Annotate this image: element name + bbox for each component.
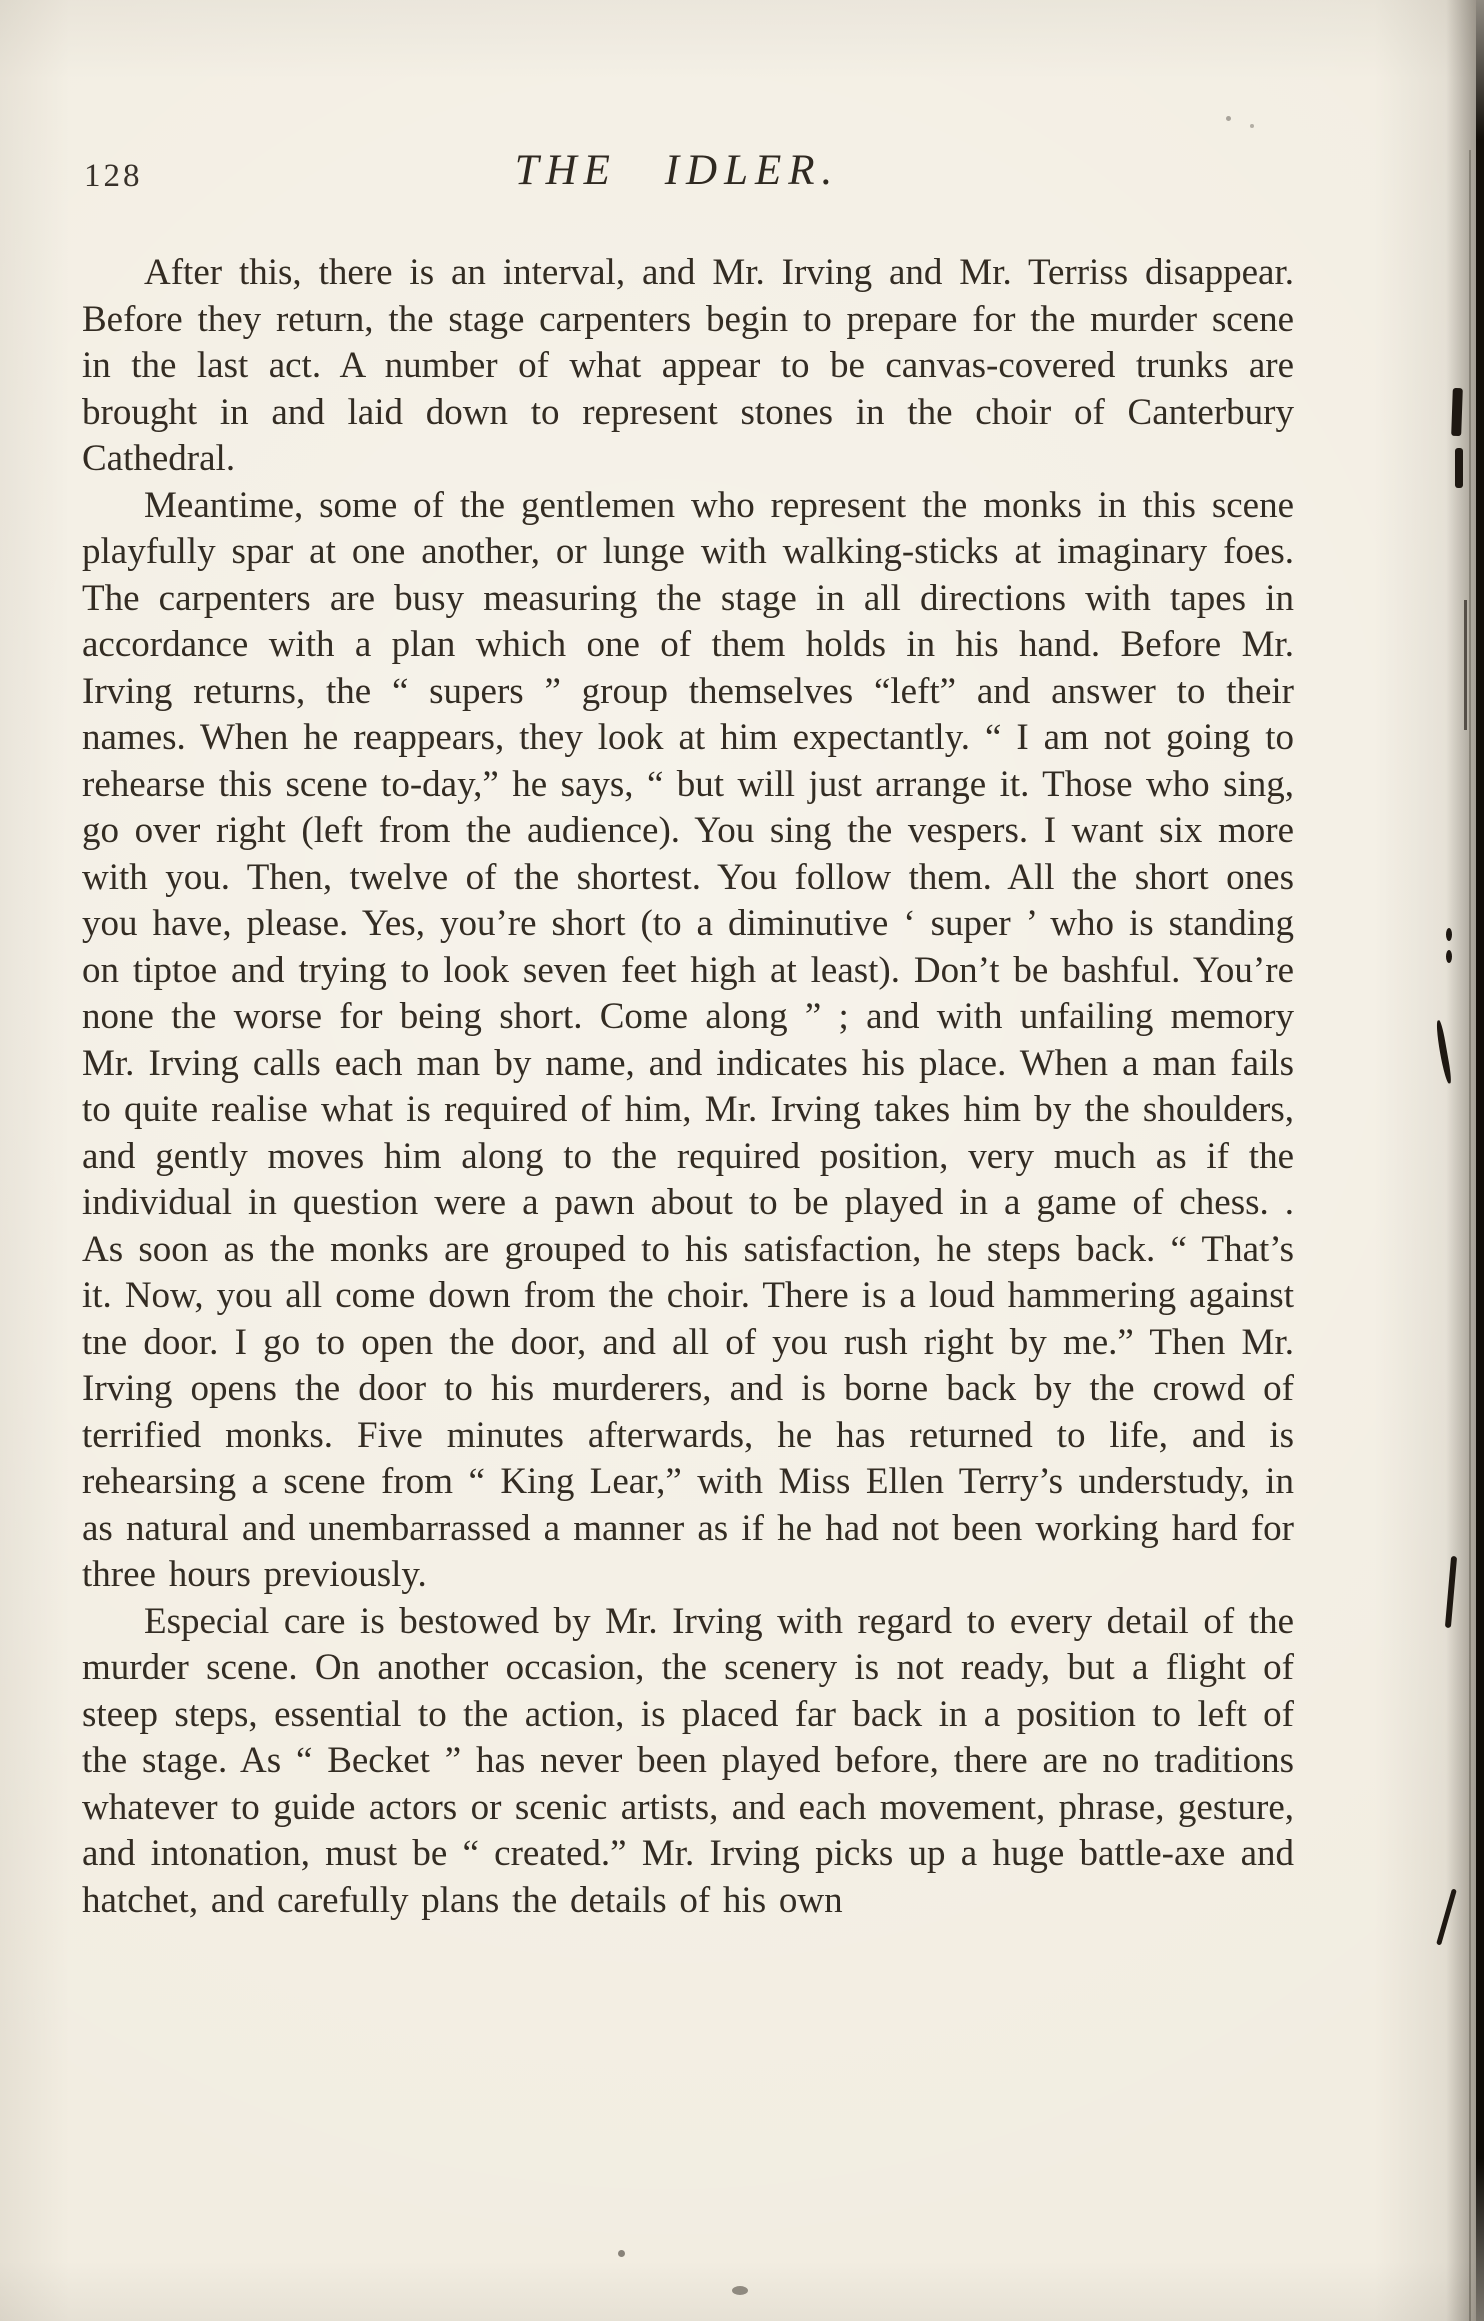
page-edge-shadow xyxy=(1446,0,1476,2321)
paragraph: Meantime, some of the gentlemen who represent the monks in this scene playfully spar at one another, or lunge with walking-sticks at imaginary foes. The carpenters are busy measuring the stage in all directions with tapes in accordance with a plan which one of them holds in his hand. Before Mr. Irving returns, the “ supers ” group themselves “left” and answer to their names. When he reappears, they look at him expectantly. “ I am not going to rehearse this scene to-day,” he says, “ but will just arrange it. Those who sing, go over right (left from the audience). You sing the vespers. I want six more with you. Then, twelve of the shortest. You follow them. All the short ones you have, please. Yes, you’re short (to a diminutive ‘ super ’ who is standing on tiptoe and trying to look seven feet high at least). Don’t be bashful. You’re none the worse for being short. Come along ” ; and with unfailing memory Mr. Irving calls each man by name, and indicates his place. When a man fails to quite realise what is required of him, Mr. Irving takes him by the shoulders, and gently moves him along to the required position, very much as if the individual in question were a pawn about to be played in a game of chess. . As soon as the monks are grouped to his satisfaction, he steps back. “ That’s it. Now, you all come down from the choir. There is a loud hammering against tne door. I go to open the door, and all of you rush right by me.” Then Mr. Irving opens the door to his murderers, and is borne back by the crowd of terrified monks. Five minutes afterwards, he has returned to life, and is rehearsing a scene from “ King Lear,” with Miss Ellen Terry’s understudy, in as natural and unembarrassed a manner as if he had not been working hard for three hours previously. xyxy=(82,484,1294,1595)
ink-mark xyxy=(1446,950,1452,963)
ink-speck xyxy=(1250,124,1254,128)
publication-title: THE IDLER. xyxy=(514,147,840,194)
article-body xyxy=(82,250,1294,1924)
page-number: 128 xyxy=(84,158,143,194)
page-header xyxy=(82,146,1272,210)
paragraph: Especial care is bestowed by Mr. Irving with regard to every detail of the murder scene. On another occasion, the scenery is not ready, but a flight of steep steps, essential to the action, is placed far back in a position to left of the stage. As “ Becket ” has never been played before, there are no traditions whatever to guide actors or scenic artists, and each movement, phrase, gesture, and intonation, must be “ created.” Mr. Irving picks up a huge battle-axe and hatchet, and carefully plans the details of his own xyxy=(82,1600,1294,1921)
ink-speck xyxy=(1226,116,1231,121)
ink-mark xyxy=(1446,928,1452,941)
book-edge-strip xyxy=(1476,0,1484,2321)
ink-speck xyxy=(618,2250,625,2257)
ink-mark xyxy=(1455,448,1463,488)
ink-speck xyxy=(732,2286,748,2295)
ink-mark xyxy=(1464,600,1467,730)
paragraph: After this, there is an interval, and Mr. Irving and Mr. Terriss disappear. Before they return, the stage carpenters begin to prepare for the murder scene in the last act. A number of what appear to be canvas-covered trunks are brought in and laid down to represent stones in the choir of Canterbury Cathedral. xyxy=(82,252,1294,479)
page-stack-line xyxy=(1469,150,1471,2321)
ink-mark xyxy=(1451,388,1463,436)
